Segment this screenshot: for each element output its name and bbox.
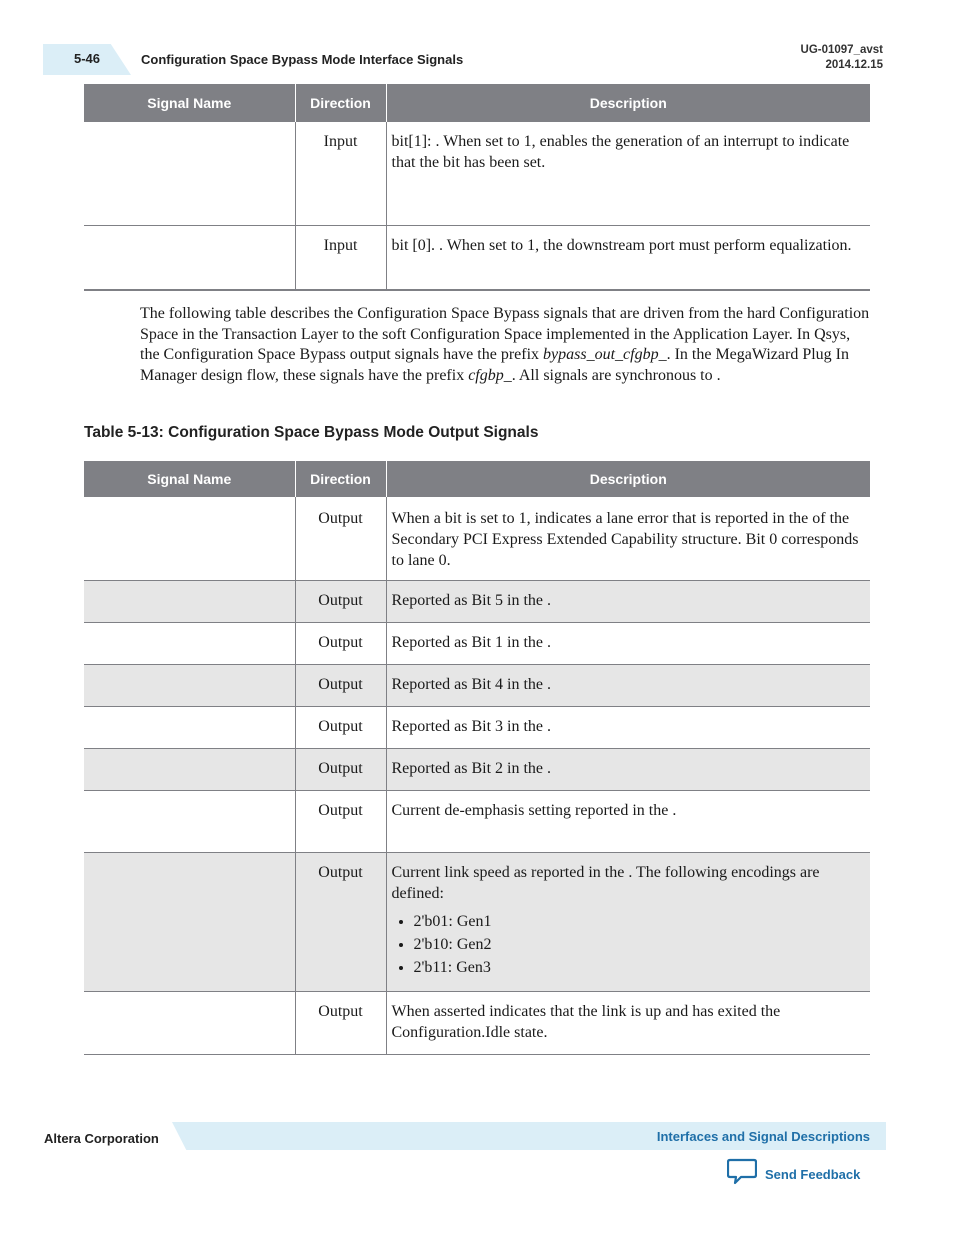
input-signals-table [84, 84, 870, 291]
signal-name-cell [84, 226, 295, 291]
encoding-list [392, 910, 866, 979]
direction-cell: Output [295, 497, 386, 581]
description-cell: Current de-emphasis setting reported in the . [386, 791, 870, 853]
description-text: Current link speed as reported in the . The following encodings are defined: [391, 864, 820, 902]
speech-bubble-icon [727, 1158, 757, 1190]
list-item: • 2'b10: Gen2 [414, 933, 866, 956]
description-cell: Reported as Bit 5 in the . [386, 581, 870, 623]
table-row [84, 226, 870, 291]
list-item: • 2'b11: Gen3 [414, 956, 866, 979]
signal-name-cell [84, 707, 295, 749]
direction-cell: Output [295, 992, 386, 1055]
signal-name-cell [84, 581, 295, 623]
description-cell: Reported as Bit 1 in the . [386, 623, 870, 665]
table-caption: Table 5-13: Configuration Space Bypass Mode Output Signals [84, 424, 539, 441]
table-row [84, 665, 870, 707]
direction-cell: Output [295, 623, 386, 665]
signal-name-cell [84, 665, 295, 707]
signal-name-cell [84, 853, 295, 992]
direction-cell: Input [295, 226, 386, 291]
description-cell: Reported as Bit 2 in the . [386, 749, 870, 791]
description-cell [386, 853, 870, 992]
column-header-signal: Signal Name [84, 84, 295, 122]
description-cell: Reported as Bit 4 in the . [386, 665, 870, 707]
column-header-direction: Direction [295, 461, 386, 497]
table-row [84, 122, 870, 226]
direction-cell: Output [295, 665, 386, 707]
signal-name-cell [84, 623, 295, 665]
intro-paragraph [140, 304, 872, 386]
signal-name-cell [84, 791, 295, 853]
description-cell: When a bit is set to 1, indicates a lane error that is reported in the of the Secondary PCI Express Extended Capability structure. Bit 0 corresponds to lane 0. [386, 497, 870, 581]
intro-text-3: . All signals are synchronous to . [511, 366, 721, 384]
signal-name-cell [84, 992, 295, 1055]
footer-company: Altera Corporation [44, 1131, 159, 1146]
table-row [84, 497, 870, 581]
chapter-link[interactable]: Interfaces and Signal Descriptions [656, 1129, 870, 1144]
direction-cell: Output [295, 791, 386, 853]
column-header-direction: Direction [295, 84, 386, 122]
table-row [84, 581, 870, 623]
direction-cell: Output [295, 749, 386, 791]
column-header-description: Description [386, 84, 870, 122]
megawizard-prefix: cfgbp_ [468, 366, 512, 384]
column-header-description: Description [386, 461, 870, 497]
description-cell: bit [0]. . When set to 1, the downstream port must perform equalization. [386, 226, 870, 291]
column-header-signal: Signal Name [84, 461, 295, 497]
description-cell: When asserted indicates that the link is up and has exited the Configuration.Idle state. [386, 992, 870, 1055]
direction-cell: Output [295, 581, 386, 623]
send-feedback-label: Send Feedback [765, 1166, 861, 1182]
section-title: Configuration Space Bypass Mode Interface Signals [141, 52, 464, 67]
page-number: 5-46 [74, 51, 101, 66]
signal-name-cell [84, 749, 295, 791]
description-cell: Reported as Bit 3 in the . [386, 707, 870, 749]
doc-date: 2014.12.15 [825, 59, 883, 71]
list-item: • 2'b01: Gen1 [414, 910, 866, 933]
intro-text-1: The following table describes the Configuration Space Bypass signals that are driven from the hard Configuration Space in the Transaction Layer to the soft Configuration Space implemented in the Application Layer. In Qsys, the Configuration Space Bypass output signals have the prefix [140, 305, 870, 363]
description-cell: bit[1]: . When set to 1, enables the generation of an interrupt to indicate that the bit has been set. [386, 122, 870, 226]
table-row [84, 749, 870, 791]
send-feedback-link[interactable] [727, 1158, 860, 1190]
signal-name-cell [84, 122, 295, 226]
signal-name-cell [84, 497, 295, 581]
table-row [84, 853, 870, 992]
table-row [84, 707, 870, 749]
qsys-prefix: bypass_out_cfgbp_ [543, 346, 667, 363]
table-header-row [84, 461, 870, 497]
table-row [84, 623, 870, 665]
table-row [84, 992, 870, 1055]
direction-cell: Output [295, 853, 386, 992]
output-signals-table [84, 461, 870, 1055]
doc-id: UG-01097_avst [800, 44, 883, 56]
doc-identifier [801, 43, 883, 73]
intro-text-2: . In the MegaWizard Plug In Manager design flow, these signals have the prefix [140, 346, 849, 384]
direction-cell: Input [295, 122, 386, 226]
table-row [84, 791, 870, 853]
table-header-row [84, 84, 870, 122]
direction-cell: Output [295, 707, 386, 749]
